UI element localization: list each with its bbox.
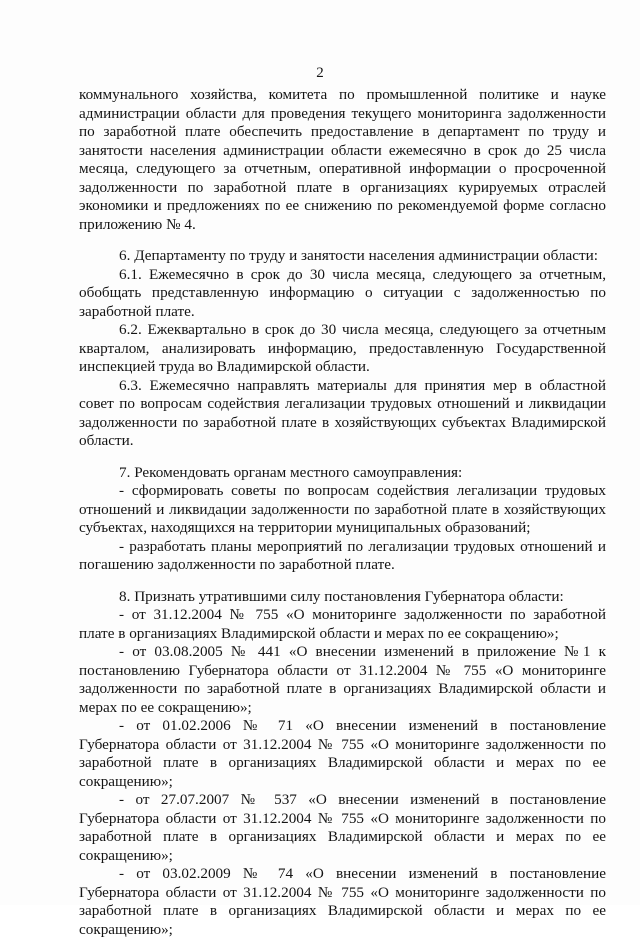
document-body bbox=[79, 86, 606, 939]
paragraph-8-item-2: - от 03.08.2005 № 441 «О внесении изменений в приложение №1 к постановлению Губернатора области от 31.12.2004 № 755 «О мониторинге задолженности по заработной плате в организациях Владимирской области и мерах по ее сокращению»; bbox=[79, 643, 606, 716]
paragraph-5-continuation: коммунального хозяйства, комитета по промышленной политике и науке администрации области для проведения текущего мониторинга задолженности по заработной плате обеспечить предоставление в департамент по труду и занятости населения администрации области ежемесячно в срок до 25 числа месяца, следующего за отчетным, оперативной информации о просроченной задолженности по заработной плате в организациях курируемых отраслей экономики и предложениях по ее снижению по рекомендуемой форме согласно приложению № 4. bbox=[79, 86, 606, 233]
paragraph-7-item-2: - разработать планы мероприятий по легализации трудовых отношений и погашению задолженности по заработной плате. bbox=[79, 537, 606, 573]
paragraph-8-item-3: - от 01.02.2006 № 71 «О внесении изменений в постановление Губернатора области от 31.12.2004 № 755 «О мониторинге задолженности по заработной плате в организациях Владимирской области и мерах по ее сокращению»; bbox=[79, 717, 606, 790]
paragraph-6-3: 6.3. Ежемесячно направлять материалы для принятия мер в областной совет по вопросам содействия легализации трудовых отношений и ликвидации задолженности по заработной плате в хозяйствующих субъектах Владимирской области. bbox=[79, 376, 606, 449]
paragraph-8-item-1: - от 31.12.2004 № 755 «О мониторинге задолженности по заработной плате в организациях Владимирской области и мерах по ее сокращению»; bbox=[79, 606, 606, 642]
paragraph-6-2: 6.2. Ежеквартально в срок до 30 числа месяца, следующего за отчетным кварталом, анализировать информацию, предоставленную Государственной инспекцией труда во Владимирской области. bbox=[79, 321, 606, 375]
paragraph-7-heading: 7. Рекомендовать органам местного самоуправления: bbox=[119, 463, 463, 481]
paragraph-8-item-4: - от 27.07.2007 № 537 «О внесении изменений в постановление Губернатора области от 31.12.2004 № 755 «О мониторинге задолженности по заработной плате в организациях Владимирской области и мерах по ее сокращению»; bbox=[79, 791, 606, 864]
paragraph-6-1: 6.1. Ежемесячно в срок до 30 числа месяца, следующего за отчетным, обобщать представленную информацию о ситуации с задолженностью по заработной плате. bbox=[79, 265, 606, 320]
paragraph-7-item-1: - сформировать советы по вопросам содействия легализации трудовых отношений и ликвидации задолженности по заработной плате в хозяйствующих субъектах, находящихся на территории муниципальных образований; bbox=[79, 482, 606, 536]
paragraph-8-heading: 8. Признать утратившими силу постановления Губернатора области: bbox=[119, 587, 564, 605]
paragraph-6-heading: 6. Департаменту по труду и занятости населения администрации области: bbox=[119, 247, 599, 264]
paragraph-8-item-5: - от 03.02.2009 № 74 «О внесении изменений в постановление Губернатора области от 31.12.2004 № 755 «О мониторинге задолженности по заработной плате в организациях Владимирской области и мерах по ее сокращению»; bbox=[79, 865, 606, 938]
page-number: 2 bbox=[316, 65, 324, 81]
